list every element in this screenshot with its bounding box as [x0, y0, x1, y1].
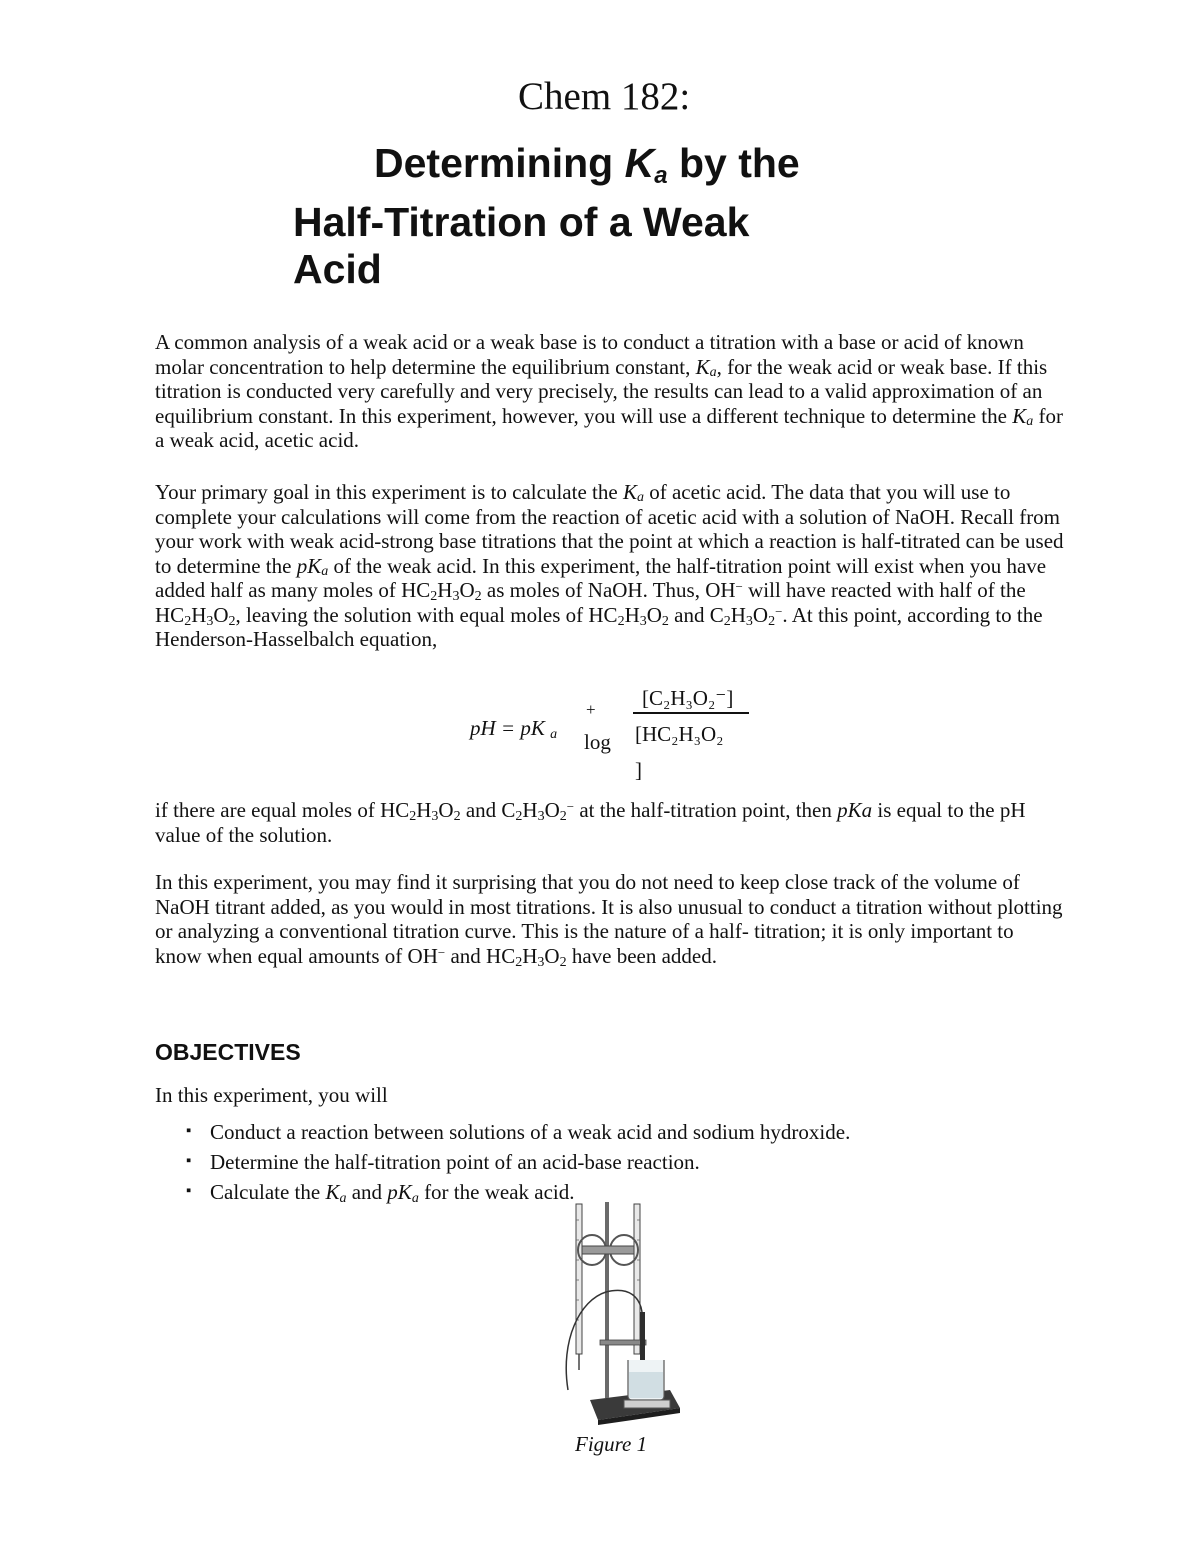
titration-apparatus-figure [560, 1200, 686, 1426]
equation-plus: + [586, 700, 596, 719]
equation-denominator: [HC₂H₃O₂ [635, 722, 724, 746]
stir-plate [624, 1400, 670, 1408]
half-titration-paragraph: In this experiment, you may find it surprising that you do not need to keep close track of the volume of NaOH titrant added, as you would in most titrations. It is also unusual to conduct a titration without plotting or analyzing a conventional titration curve. This is the nature of a half- titration; it is only important to know when equal amounts of OH− and $HC_2H_3O_2$ have been added. [155, 870, 1063, 970]
pka-paragraph: if there are equal moles of $HC_2H_3O_2$ and $C_2H_3O_2^-$ at the half-titration point, then pKa is equal to the pH value of the solution. [155, 798, 1026, 847]
equation-numerator: [C₂H₃O₂⁻] [642, 686, 734, 710]
objectives-list [186, 1120, 850, 1210]
burette-left [576, 1204, 582, 1354]
fraction-bar [633, 712, 749, 714]
goal-paragraph: Your primary goal in this experiment is to calculate the Ka of acetic acid. The data that you will use to complete your calculations will come from the reaction of acetic acid with a solution of NaOH. Recall from your work with weak acid-strong base titrations that the point at which a reaction is half-titrated can be used to determine the pKa of the weak acid. In this experiment, the half-titration point will exist when you have added half as many moles of $HC_2H_3O_2$ as moles of NaOH. Thus, OH− will have reacted with half of the $HC_2H_3O_2$, leaving the solution with equal moles of $HC_2H_3O_2$ and $C_2H_3O_2^-$. At this point, according to the Henderson-Hasselbalch equation, [155, 480, 1064, 651]
burette-clamp [582, 1246, 634, 1254]
intro-paragraph: A common analysis of a weak acid or a weak base is to conduct a titration with a base or acid of known molar concentration to help determine the equilibrium constant, Ka, for the weak acid or weak base. If this titration is conducted very carefully and very precisely, the results can lead to a valid approximation of an equilibrium constant. In this experiment, however, you will use a different technique to determine the Ka for a weak acid, acetic acid. [155, 330, 1063, 452]
figure-caption: Figure 1 [575, 1432, 648, 1456]
equation-close-bracket: ] [635, 758, 642, 782]
stand-rod [605, 1202, 609, 1398]
bullet-icon: ▪ [186, 1123, 192, 1139]
list-item: ▪ Conduct a reaction between solutions of a weak acid and sodium hydroxide. [186, 1120, 851, 1144]
list-item: ▪ Determine the half-titration point of an acid-base reaction. [186, 1150, 700, 1174]
burette-right [634, 1204, 640, 1354]
henderson-hasselbalch-equation [470, 682, 770, 792]
objectives-heading: OBJECTIVES [155, 1039, 301, 1065]
bullet-icon: ▪ [186, 1183, 192, 1199]
objectives-intro: In this experiment, you will [155, 1083, 388, 1107]
equation-log: log [584, 730, 611, 754]
equation-lhs: pH = pK a [470, 716, 558, 742]
list-item: ▪ Calculate the Ka and pKa for the weak acid. [186, 1180, 575, 1206]
document-title: Determining $K_a$ by the Half-Titration of a Weak Acid [293, 140, 800, 292]
course-title: Chem 182: [518, 75, 691, 118]
bullet-icon: ▪ [186, 1153, 192, 1169]
